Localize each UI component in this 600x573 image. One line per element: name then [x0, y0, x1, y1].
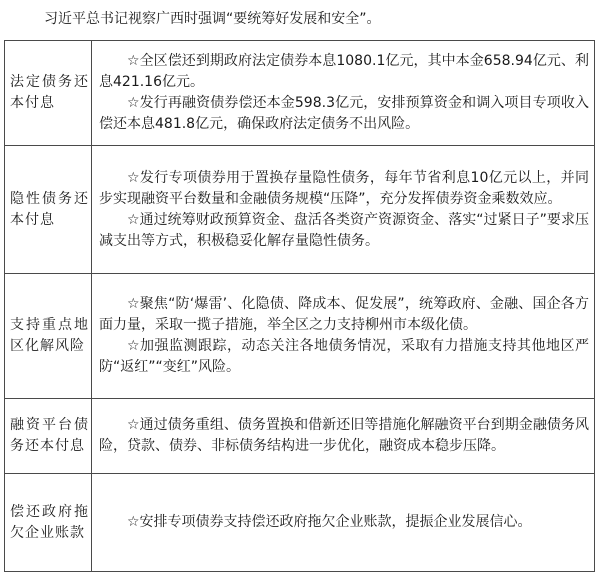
row-content [92, 274, 595, 399]
list-item: ☆发行再融资债券偿还本金598.3亿元，安排预算资金和调入项目专项收入偿还本息481.8亿元，确保政府法定债务不出风险。 [99, 95, 589, 132]
row-content [92, 41, 595, 146]
row-category: 偿还政府拖欠企业账款 [5, 474, 92, 572]
row-category: 法定债务还本付息 [5, 41, 92, 146]
row-category: 隐性债务还本付息 [5, 146, 92, 274]
row-content [92, 474, 595, 572]
list-item: ☆全区偿还到期政府法定债券本息1080.1亿元，其中本金658.94亿元、利息421.16亿元。 [99, 53, 589, 90]
debt-policy-table [4, 40, 595, 572]
row-category: 支持重点地区化解风险 [5, 274, 92, 399]
row-content [92, 399, 595, 474]
row-content [92, 146, 595, 274]
table-row [5, 41, 595, 146]
table-row [5, 474, 595, 572]
list-item: ☆加强监测跟踪，动态关注各地债务情况，采取有力措施支持其他地区严防“返红”“变红”风险。 [99, 338, 589, 375]
row-category: 融资平台债务还本付息 [5, 399, 92, 474]
table-row [5, 274, 595, 399]
list-item: ☆安排专项债券支持偿还政府拖欠企业账款，提振企业发展信心。 [127, 514, 532, 530]
table-row [5, 146, 595, 274]
list-item: ☆聚焦“防‘爆雷’、化隐债、降成本、促发展”，统筹政府、金融、国企各方面力量，采取一揽子措施，举全区之力支持柳州市本级化债。 [99, 296, 589, 333]
table-row [5, 399, 595, 474]
list-item: ☆通过统筹财政预算资金、盘活各类资产资源资金、落实“过紧日子”要求压减支出等方式，积极稳妥化解存量隐性债务。 [99, 211, 589, 249]
list-item: ☆通过债务重组、债务置换和借新还旧等措施化解融资平台到期金融债务风险，贷款、债券、非标债务结构进一步优化，融资成本稳步压降。 [99, 417, 589, 454]
intro-quote: 习近平总书记视察广西时强调“要统筹好发展和安全”。 [44, 11, 381, 27]
list-item: ☆发行专项债券用于置换存量隐性债务，每年节省利息10亿元以上，并同步实现融资平台数量和金融债务规模“压降”，充分发挥债券资金乘数效应。 [99, 169, 589, 207]
